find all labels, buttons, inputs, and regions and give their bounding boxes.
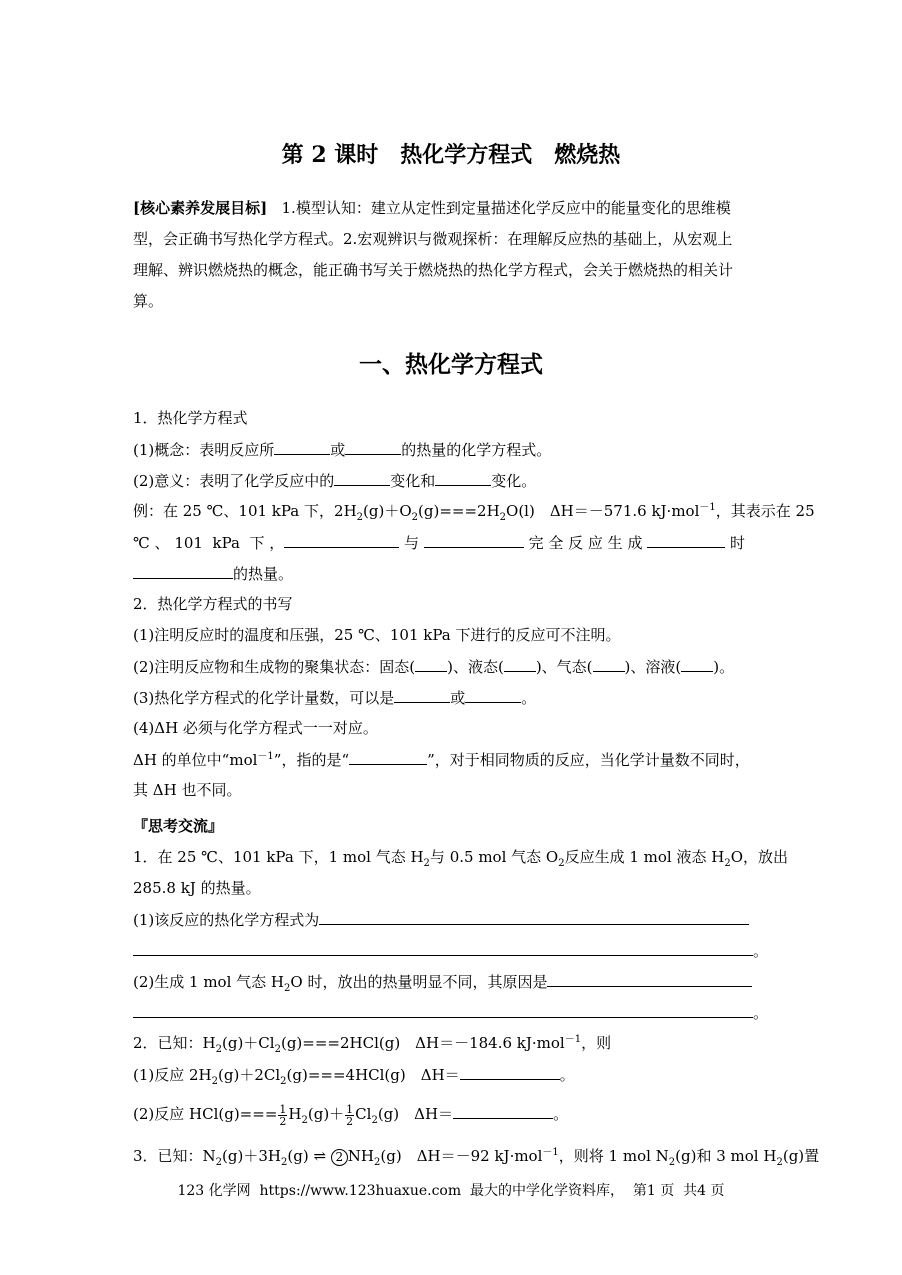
question-2-part-1: (1)反应 $2H_2(g)+2Cl_2(g)===4HCl(g)$ ΔH＝ 。 [133, 1066, 575, 1087]
question-2-part-2: (2)反应 HCl(g)=== $\frac{1}{2}$ $H_2(g)+$ $\frac{1}{2}$ $Cl_2(g)$ ΔH＝ 。 [133, 1102, 569, 1128]
page-title: 第 2 课时 热化学方程式 燃烧热 [281, 142, 621, 168]
fraction-half: $\frac{1}{2}$ [279, 1102, 287, 1128]
example-line-2: ℃ 、 101 kPa 下 ， 与 完 全 反 应 生 成 时 [133, 534, 746, 552]
blank[interactable] [435, 470, 491, 486]
blank[interactable] [284, 532, 399, 548]
question-1-part-2: (2)生成 1 mol 气态 $H_2O$ 时，放出的热量明显不同，其原因是 [133, 971, 752, 992]
question-1-part-1: (1)该反应的热化学方程式为 [133, 909, 749, 930]
writing-rule-1: (1)注明反应时的温度和压强，25 ℃、101 kPa 下进行的反应可不注明。 [133, 626, 621, 644]
question-1-part-2-cont: 。 [133, 1002, 768, 1023]
section-heading: 一、热化学方程式 [359, 351, 543, 378]
question-1-line-2: 285.8 kJ 的热量。 [133, 879, 261, 897]
blank[interactable] [133, 563, 233, 579]
answer-blank[interactable] [547, 971, 752, 987]
writing-rule-2: (2)注明反应物和生成物的聚集状态：固态( )、液态( )、气态( )、溶液( )。 [133, 658, 735, 676]
blank[interactable] [504, 656, 536, 672]
think-exchange-heading: 『思考交流』 [133, 817, 224, 835]
question-1: 1．在 25 ℃、101 kPa 下，1 mol 气态 $H_2$与 0.5 mol 气态 $O_2$反应生成 1 mol 液态 $H_2O$，放出 [133, 848, 789, 869]
subheading-1: 1．热化学方程式 [133, 409, 248, 427]
answer-blank[interactable] [133, 940, 753, 956]
dh-unit-line: ΔH 的单位中“mol$^{-1}$”，指的是“ ”，对于相同物质的反应，当化学计量数不同时， [133, 751, 750, 769]
answer-blank[interactable] [460, 1064, 560, 1080]
answer-blank[interactable] [453, 1103, 553, 1119]
writing-rule-3: (3)热化学方程式的化学计量数，可以是 或 。 [133, 689, 537, 707]
objectives-line-1: [核心素养发展目标] 1.模型认知：建立从定性到定量描述化学反应中的能量变化的思维模 [133, 199, 731, 217]
writing-rule-4: (4)ΔH 必须与化学方程式一一对应。 [133, 719, 378, 737]
blank[interactable] [465, 687, 521, 703]
circled-coefficient: 2 [331, 1149, 348, 1166]
example-line-3: 的热量。 [133, 563, 293, 584]
blank[interactable] [424, 532, 524, 548]
concept-line: (1)概念：表明反应所 或 的热量的化学方程式。 [133, 441, 552, 459]
question-1-part-1-cont: 。 [133, 940, 768, 961]
answer-blank[interactable] [319, 909, 749, 925]
objectives-line-3: 理解、辨识燃烧热的概念，能正确书写关于燃烧热的热化学方程式，会关于燃烧热的相关计 [133, 261, 734, 279]
question-3: 3．已知：$N_2(g)+3H_2(g)$ ⇌ 2 $NH_2(g)$ ΔH＝－92 kJ·mol$^{-1}$，则将 1 mol $N_2(g)$和 3 mol $H_2(g)$置 [133, 1147, 820, 1168]
meaning-line: (2)意义：表明了化学反应中的 变化和 变化。 [133, 472, 537, 490]
blank[interactable] [394, 687, 450, 703]
example-line-1: 例：在 25 ℃、101 kPa 下，$2H_2(g)+O_2(g)===2H_2O(l)$ ΔH＝－571.6 kJ·mol$^{-1}$，其表示在 25 [133, 502, 815, 523]
question-2: 2．已知：$H_2(g)+Cl_2(g)===2HCl(g)$ ΔH＝－184.6 kJ·mol$^{-1}$，则 [133, 1034, 612, 1055]
objectives-line-4: 算。 [133, 292, 164, 310]
answer-blank[interactable] [133, 1002, 753, 1018]
objectives-line-2: 型，会正确书写热化学方程式。2.宏观辨识与微观探析：在理解反应热的基础上，从宏观上 [133, 230, 733, 248]
blank[interactable] [415, 656, 447, 672]
objectives-label: [核心素养发展目标] [133, 199, 268, 217]
blank[interactable] [345, 439, 401, 455]
blank[interactable] [681, 656, 713, 672]
blank[interactable] [593, 656, 625, 672]
reversible-arrow-icon: ⇌ [313, 1147, 327, 1165]
fraction-half: $\frac{1}{2}$ [346, 1102, 354, 1128]
blank[interactable] [647, 532, 725, 548]
subheading-2: 2．热化学方程式的书写 [133, 595, 293, 613]
page-footer: 123 化学网 https://www.123huaxue.com 最大的中学化学资料库， 第1 页 共4 页 [177, 1183, 725, 1199]
blank[interactable] [334, 470, 390, 486]
dh-unit-line-2: 其 ΔH 也不同。 [133, 781, 242, 799]
blank[interactable] [349, 749, 427, 765]
blank[interactable] [274, 439, 330, 455]
